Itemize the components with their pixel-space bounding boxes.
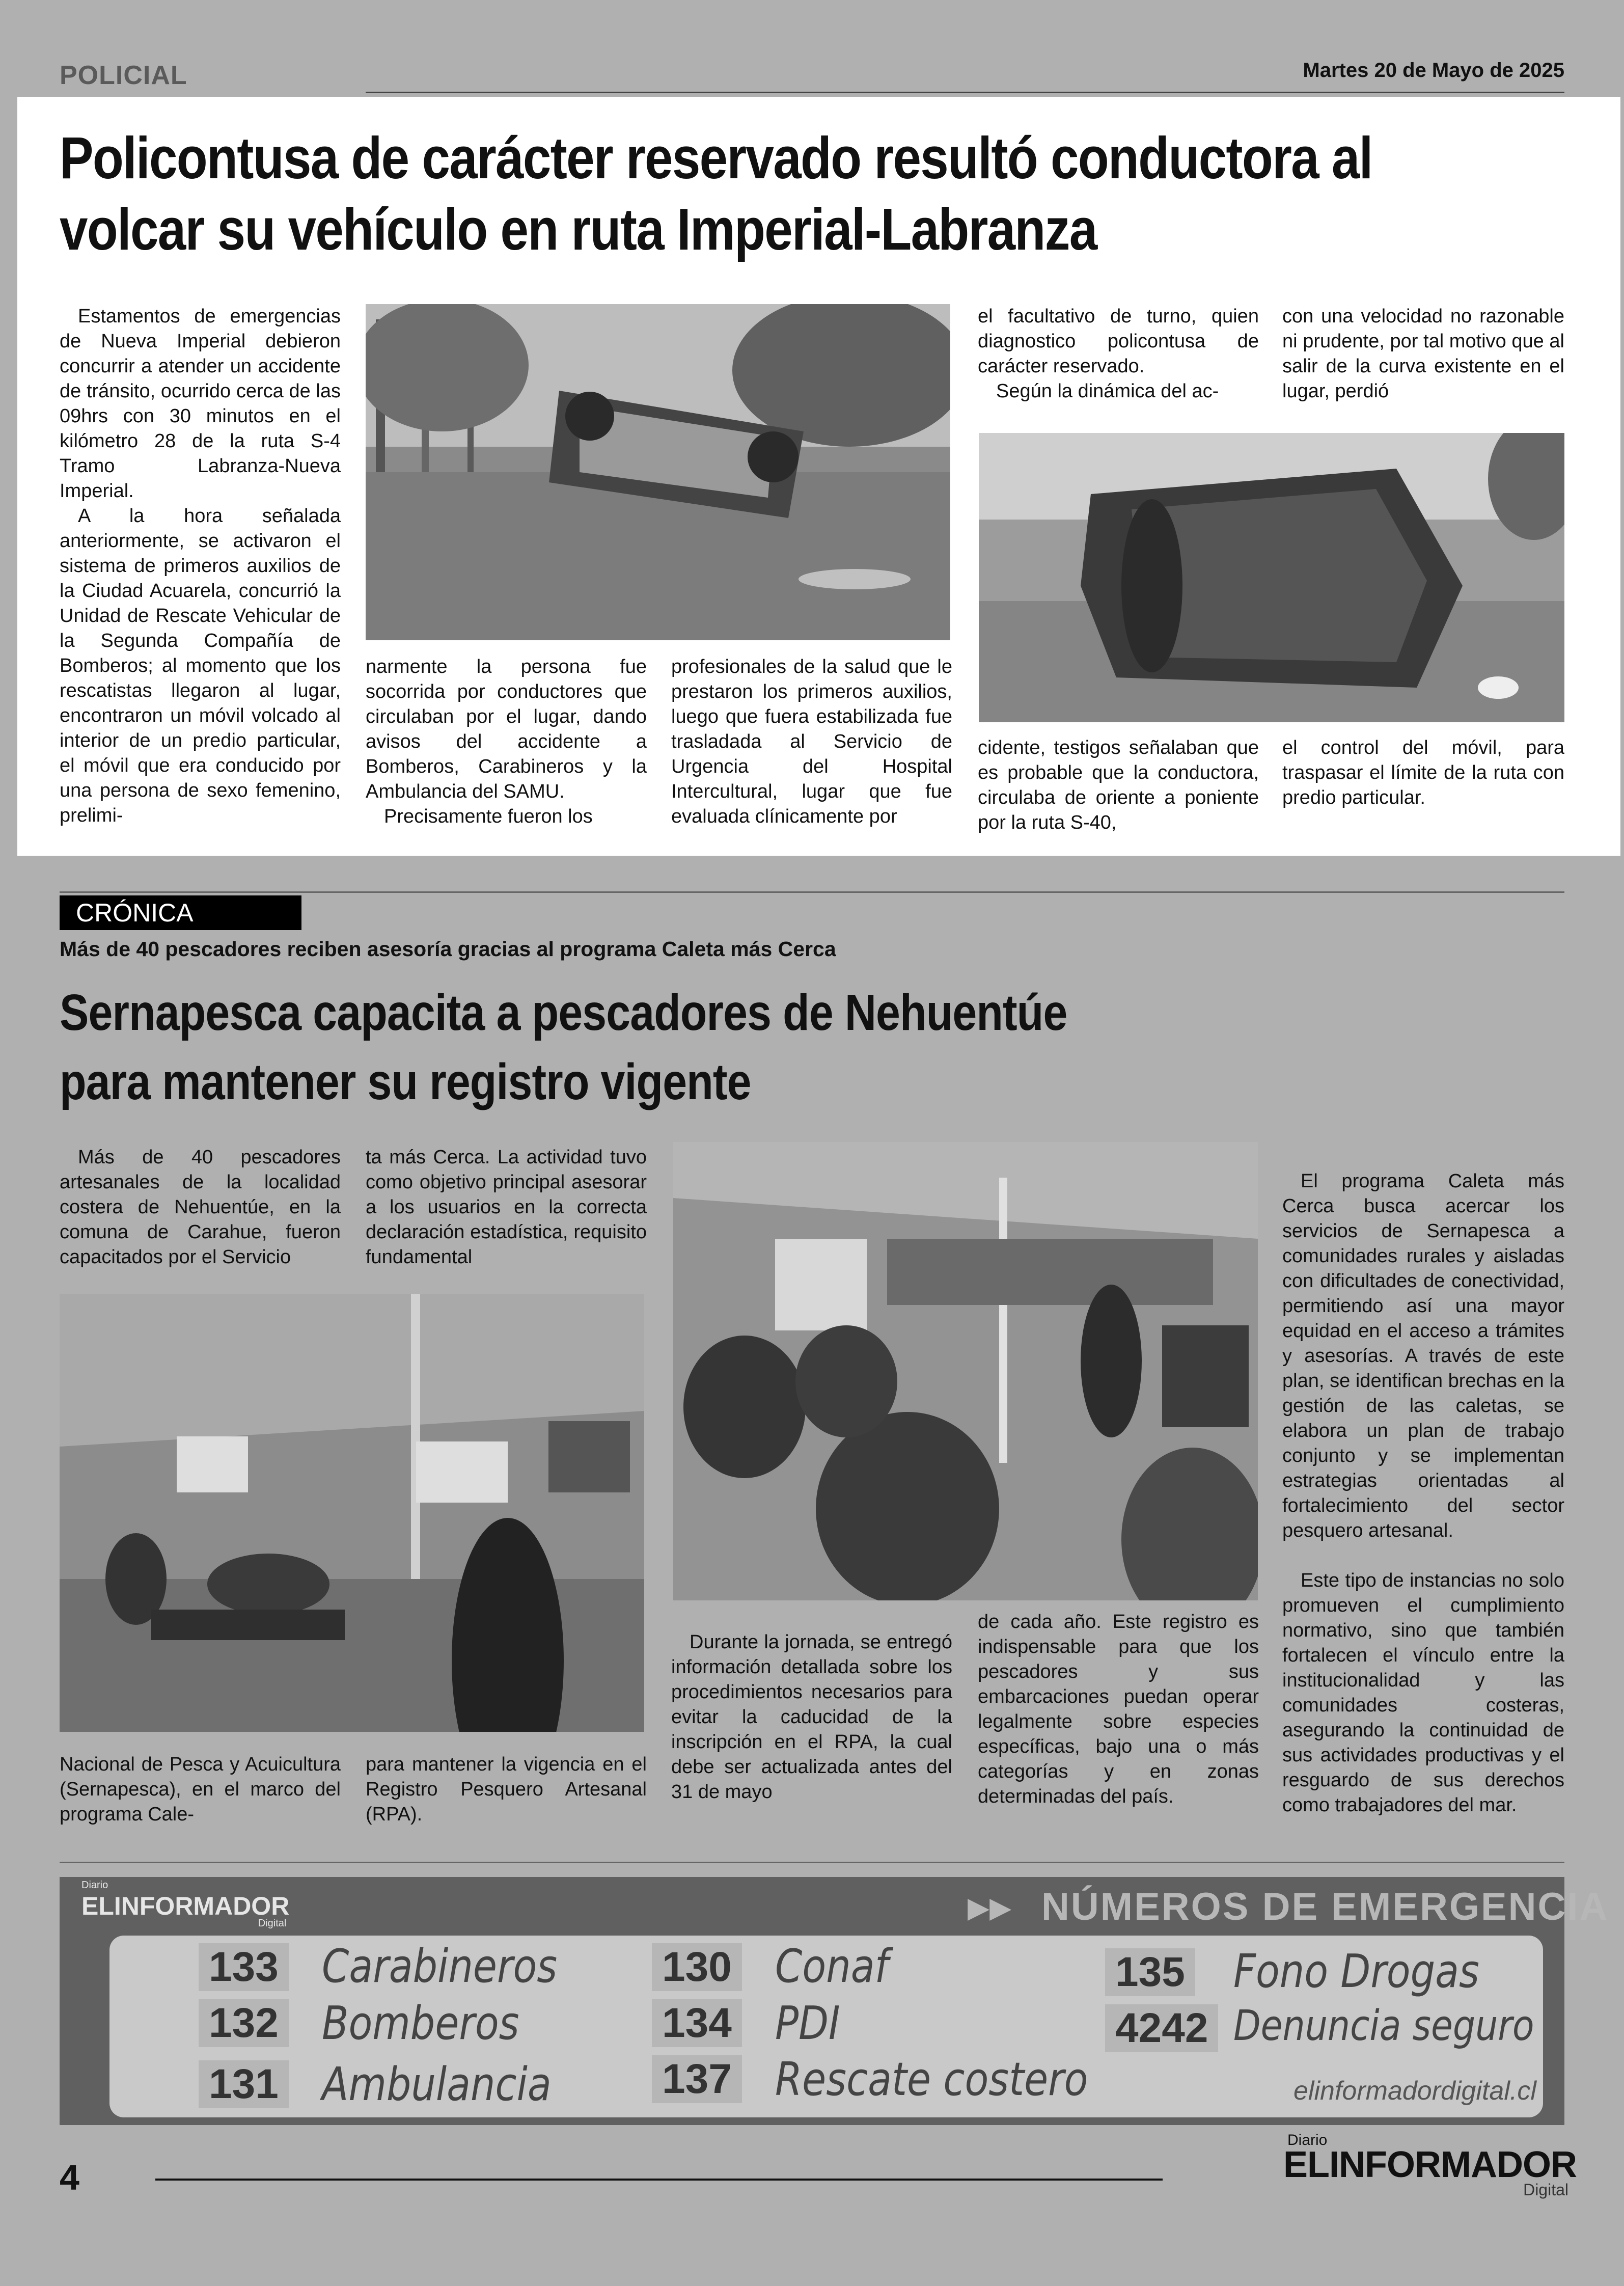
emergency-label: Denuncia seguro (1233, 2002, 1534, 2050)
website-url: elinformadordigital.cl (1293, 2076, 1536, 2106)
article-police-col4-bottom (978, 736, 1259, 835)
logo-sub-text: Digital (258, 1918, 287, 1929)
photo-training-session (673, 1142, 1258, 1600)
paragraph: profesionales de la salud que le prestaron los primeros auxilios, luego que fuera estabilizada fue trasladada al Servicio de Urgencia del Hospital Intercultural, lugar que fue evaluada clínicamente por (671, 656, 952, 827)
article-police-col4-top (978, 304, 1259, 404)
emergency-label: Bomberos (322, 1997, 519, 2050)
emergency-number: 130 (652, 1943, 742, 1991)
emergency-label: Conaf (775, 1940, 889, 1993)
photo-overturned-car-closeup (979, 433, 1564, 722)
article-police-col5-top (1282, 304, 1564, 404)
article-fishing-col2-top (366, 1145, 647, 1270)
emergency-label: Fono Drogas (1233, 1945, 1479, 1998)
article-fishing-col1-top (60, 1145, 341, 1270)
paragraph: Nacional de Pesca y Acuicultura (Sernapesca), en el marco del programa Cale- (60, 1754, 341, 1825)
banner-logo (81, 1880, 289, 1929)
paragraph: El programa Caleta más Cerca busca acercar los servicios de Sernapesca a comunidades rurales y aisladas con dificultades de conectividad, permitiendo así una mayor equidad en el acceso a trámites y asesorías. A través de este plan, se identifican brechas en la gestión de las caletas, se elabora un plan de trabajo conjunto y se implementan estrategias orientadas al fortalecimiento del sector pesquero artesanal. (1282, 1171, 1564, 1541)
logo-sub-text: Digital (1523, 2181, 1568, 2199)
emergency-number: 131 (199, 2060, 289, 2108)
emergency-label: Carabineros (322, 1940, 558, 1993)
article-police-col3 (671, 655, 952, 829)
issue-date: Martes 20 de Mayo de 2025 (1303, 59, 1564, 81)
footer-logo (1283, 2132, 1577, 2199)
emergency-number: 133 (199, 1943, 289, 1991)
paragraph: Precisamente fueron los (384, 806, 593, 827)
article-fishing-headline (60, 978, 1242, 1117)
article-fishing-col2-bottom (366, 1752, 647, 1827)
headline-line: Sernapesca capacita a pescadores de Nehuentúe (60, 984, 1067, 1041)
logo-main-text: ELINFORMADOR (1283, 2144, 1577, 2185)
emergency-title: NÚMEROS DE EMERGENCIA (1041, 1885, 1609, 1928)
article-fishing-col3-bottom (671, 1630, 952, 1805)
paragraph: Este tipo de instancias no solo promueven el cumplimiento normativo, sino que también fortalecen el vínculo entre la institucionalidad y las comunidades costeras, asegurando la continuidad de sus actividades productivas y el resguardo de sus derechos como trabajadores del mar. (1282, 1570, 1564, 1816)
headline-line: para mantener su registro vigente (60, 1053, 751, 1110)
logo-small-text: Diario (81, 1880, 108, 1891)
footer-rule (155, 2179, 1163, 2181)
paragraph: el control del móvil, para traspasar el límite de la ruta con predio particular. (1282, 737, 1564, 808)
article-police-col1 (60, 304, 341, 828)
photo-meeting-room-chairs (60, 1294, 644, 1732)
emergency-number: 4242 (1105, 2004, 1218, 2052)
paragraph: Durante la jornada, se entregó información detallada sobre los procedimientos necesarios para evitar la caducidad de la inscripción en el RPA, la cual debe ser actualizada antes del 31 de mayo (671, 1631, 952, 1803)
article-fishing-col5 (1282, 1169, 1564, 1818)
article-police-headline: Policontusa de carácter reservado resultó conductora al volcar su vehículo en ruta Imperial-Labranza (60, 125, 1372, 262)
section-rule (60, 1862, 1564, 1863)
article-police-col5-bottom (1282, 736, 1564, 810)
article-fishing-kicker: Más de 40 pescadores reciben asesoría gracias al programa Caleta más Cerca (60, 937, 836, 961)
paragraph: con una velocidad no razonable ni prudente, por tal motivo que al salir de la curva existente en el lugar, perdió (1282, 306, 1564, 402)
paragraph: Según la dinámica del ac- (996, 380, 1219, 402)
page-number: 4 (60, 2158, 79, 2197)
paragraph: Estamentos de emergencias de Nueva Imperial debieron concurrir a atender un accidente de tránsito, ocurrido cerca de las 09hrs con 30 minutos en el kilómetro 28 de la ruta S-4 Tramo Labranza-Nueva Imperial. (60, 306, 341, 502)
emergency-number: 132 (199, 1999, 289, 2047)
paragraph: A la hora señalada anteriormente, se activaron el sistema de primeros auxilios de la Ciudad Acuarela, concurrió la Unidad de Rescate Vehicular de la Segunda Compañía de Bomberos; al momento que los rescatistas llegaron al lugar, encontraron un móvil volcado al interior de un predio particular, el móvil que era conducido por una persona de sexo femenino, prelimi- (60, 505, 341, 826)
header-rule (366, 92, 1564, 93)
paragraph: para mantener la vigencia en el Registro Pesquero Artesanal (RPA). (366, 1754, 647, 1825)
section-tag-cronica: CRÓNICA (60, 895, 301, 930)
emergency-label: Rescate costero (775, 2053, 1088, 2106)
paragraph: el facultativo de turno, quien diagnostico policontusa de carácter reservado. (978, 306, 1259, 377)
article-fishing-col1-bottom (60, 1752, 341, 1827)
paragraph: narmente la persona fue socorrida por conductores que circulaban por el lugar, dando avisos del accidente a Bomberos, Carabineros y la Ambulancia del SAMU. (366, 656, 647, 802)
section-rule (60, 891, 1564, 893)
emergency-number: 137 (652, 2055, 742, 2103)
emergency-number: 135 (1105, 1948, 1195, 1996)
paragraph: de cada año. Este registro es indispensable para que los pescadores y sus embarcaciones puedan operar legalmente sobre especies específicas, bajo una o más categorías y en zonas determinadas del país. (978, 1611, 1259, 1807)
emergency-number: 134 (652, 1999, 742, 2047)
logo-small-text: Diario (1287, 2132, 1328, 2148)
photo-overturned-car-field (366, 304, 950, 640)
paragraph: Más de 40 pescadores artesanales de la localidad costera de Nehuentúe, en la comuna de Carahue, fueron capacitados por el Servicio (60, 1147, 341, 1268)
paragraph: cidente, testigos señalaban que es probable que la conductora, circulaba de oriente a poniente por la ruta S-40, (978, 737, 1259, 833)
logo-main-text: ELINFORMADOR (81, 1892, 290, 1920)
paragraph: ta más Cerca. La actividad tuvo como objetivo principal asesorar a los usuarios en la correcta declaración estadística, requisito fundamental (366, 1147, 647, 1268)
emergency-label: PDI (775, 1997, 840, 2050)
play-arrows-icon: ▶▶ (968, 1891, 1012, 1923)
article-police-col2 (366, 655, 647, 829)
section-label: POLICIAL (60, 61, 187, 90)
emergency-label: Ambulancia (322, 2058, 552, 2111)
article-fishing-col4-bottom (978, 1610, 1259, 1809)
